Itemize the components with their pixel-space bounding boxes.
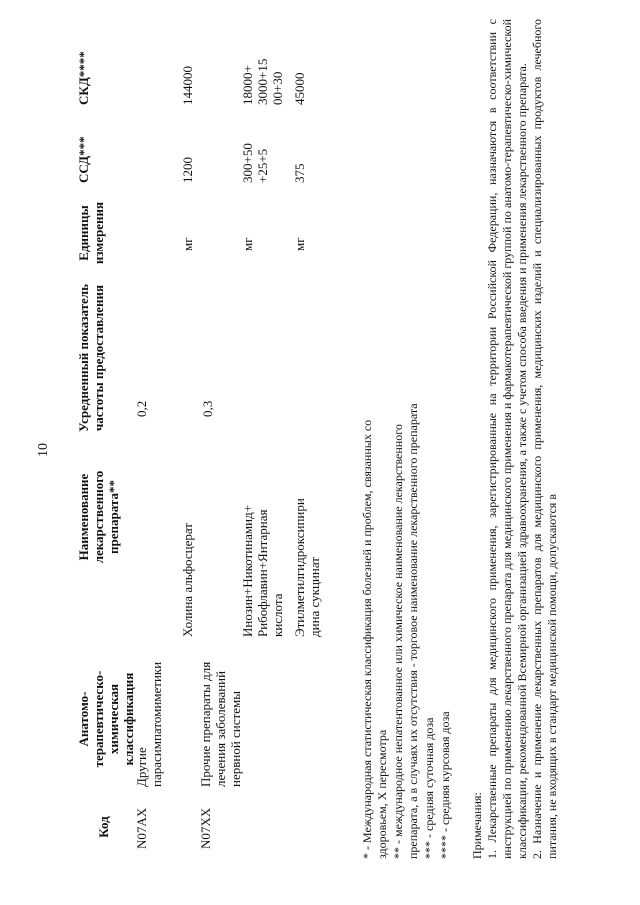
row1-code: N07AX [134,807,149,849]
footnote: * - Международная статистическая классификация болезней и проблем, связанных со здоровьем, X пересмотра [360,419,389,859]
row2-unit: мг [180,237,195,251]
row1-atc: Другие парасимпатомиметики [134,661,164,787]
notes-section [470,19,560,859]
notes-title: Примечания: [470,792,484,859]
note-item: 1. Лекарственные препараты для медицинского применения, зарегистрированные на территории Российской Федерации, назначаются в соответствии с инструкцией по применению лекарственного препарата для медицинского применения и фармакотерапевтической группой по анатомо-терапевтическо-химической классификации, рекомендованной Всемирной организацией здравоохранения, а также с учетом способа введения и применения лекарственного препарата. [485,19,529,859]
header-ssd: ССД*** [76,136,91,183]
row4-skd: 18000+ 3000+15 00+30 [240,58,285,105]
header-code: Код [96,816,111,838]
row5-drug-name: Этилметилгидроксипири дина сукцинат [292,498,322,637]
row5-ssd: 375 [292,163,307,183]
row2-skd: 144000 [180,66,195,105]
header-atc: Анатомо-терапевтическо-химическая классификация [76,670,136,768]
header-unit: Единицы измерения [76,201,106,265]
row2-drug-name: Холина альфосцерат [180,523,195,637]
row4-drug-name: Инозин+Никотинамид+ Рибофлавин+Янтарная кислота [240,504,285,637]
row4-ssd: 300+50 +25+5 [240,143,270,183]
row3-code: N07XX [198,807,213,849]
footnote: **** - средняя курсовая доза [438,711,452,859]
row2-ssd: 1200 [180,157,195,183]
row3-frequency: 0,3 [200,400,215,417]
header-skd: СКД**** [76,51,91,105]
page-number: 10 [36,443,51,457]
footnote: ** - международное непатентованное или химическое наименование лекарственного препарата, а в случаях их отсутствия - торговое наименование лекарственного препарата [391,403,420,859]
row5-skd: 45000 [292,72,307,105]
note-item: 2. Назначение и применение лекарственных препаратов для медицинского применения, медицинских изделий и специализированных продуктов лечебного питания, не входящих в стандарт медицинской помощи, допускаются в [530,19,559,859]
row5-unit: мг [292,237,307,251]
footnote: *** - средняя суточная доза [422,717,436,859]
footnotes [360,399,454,859]
header-drug-name: Наименование лекарственного препарата** [76,470,121,564]
header-frequency: Усредненный показатель частоты предоставления [76,284,106,432]
row4-unit: мг [240,237,255,251]
row1-frequency: 0,2 [134,400,149,417]
row3-atc: Прочие препараты для лечения заболеваний нервной системы [198,661,243,787]
